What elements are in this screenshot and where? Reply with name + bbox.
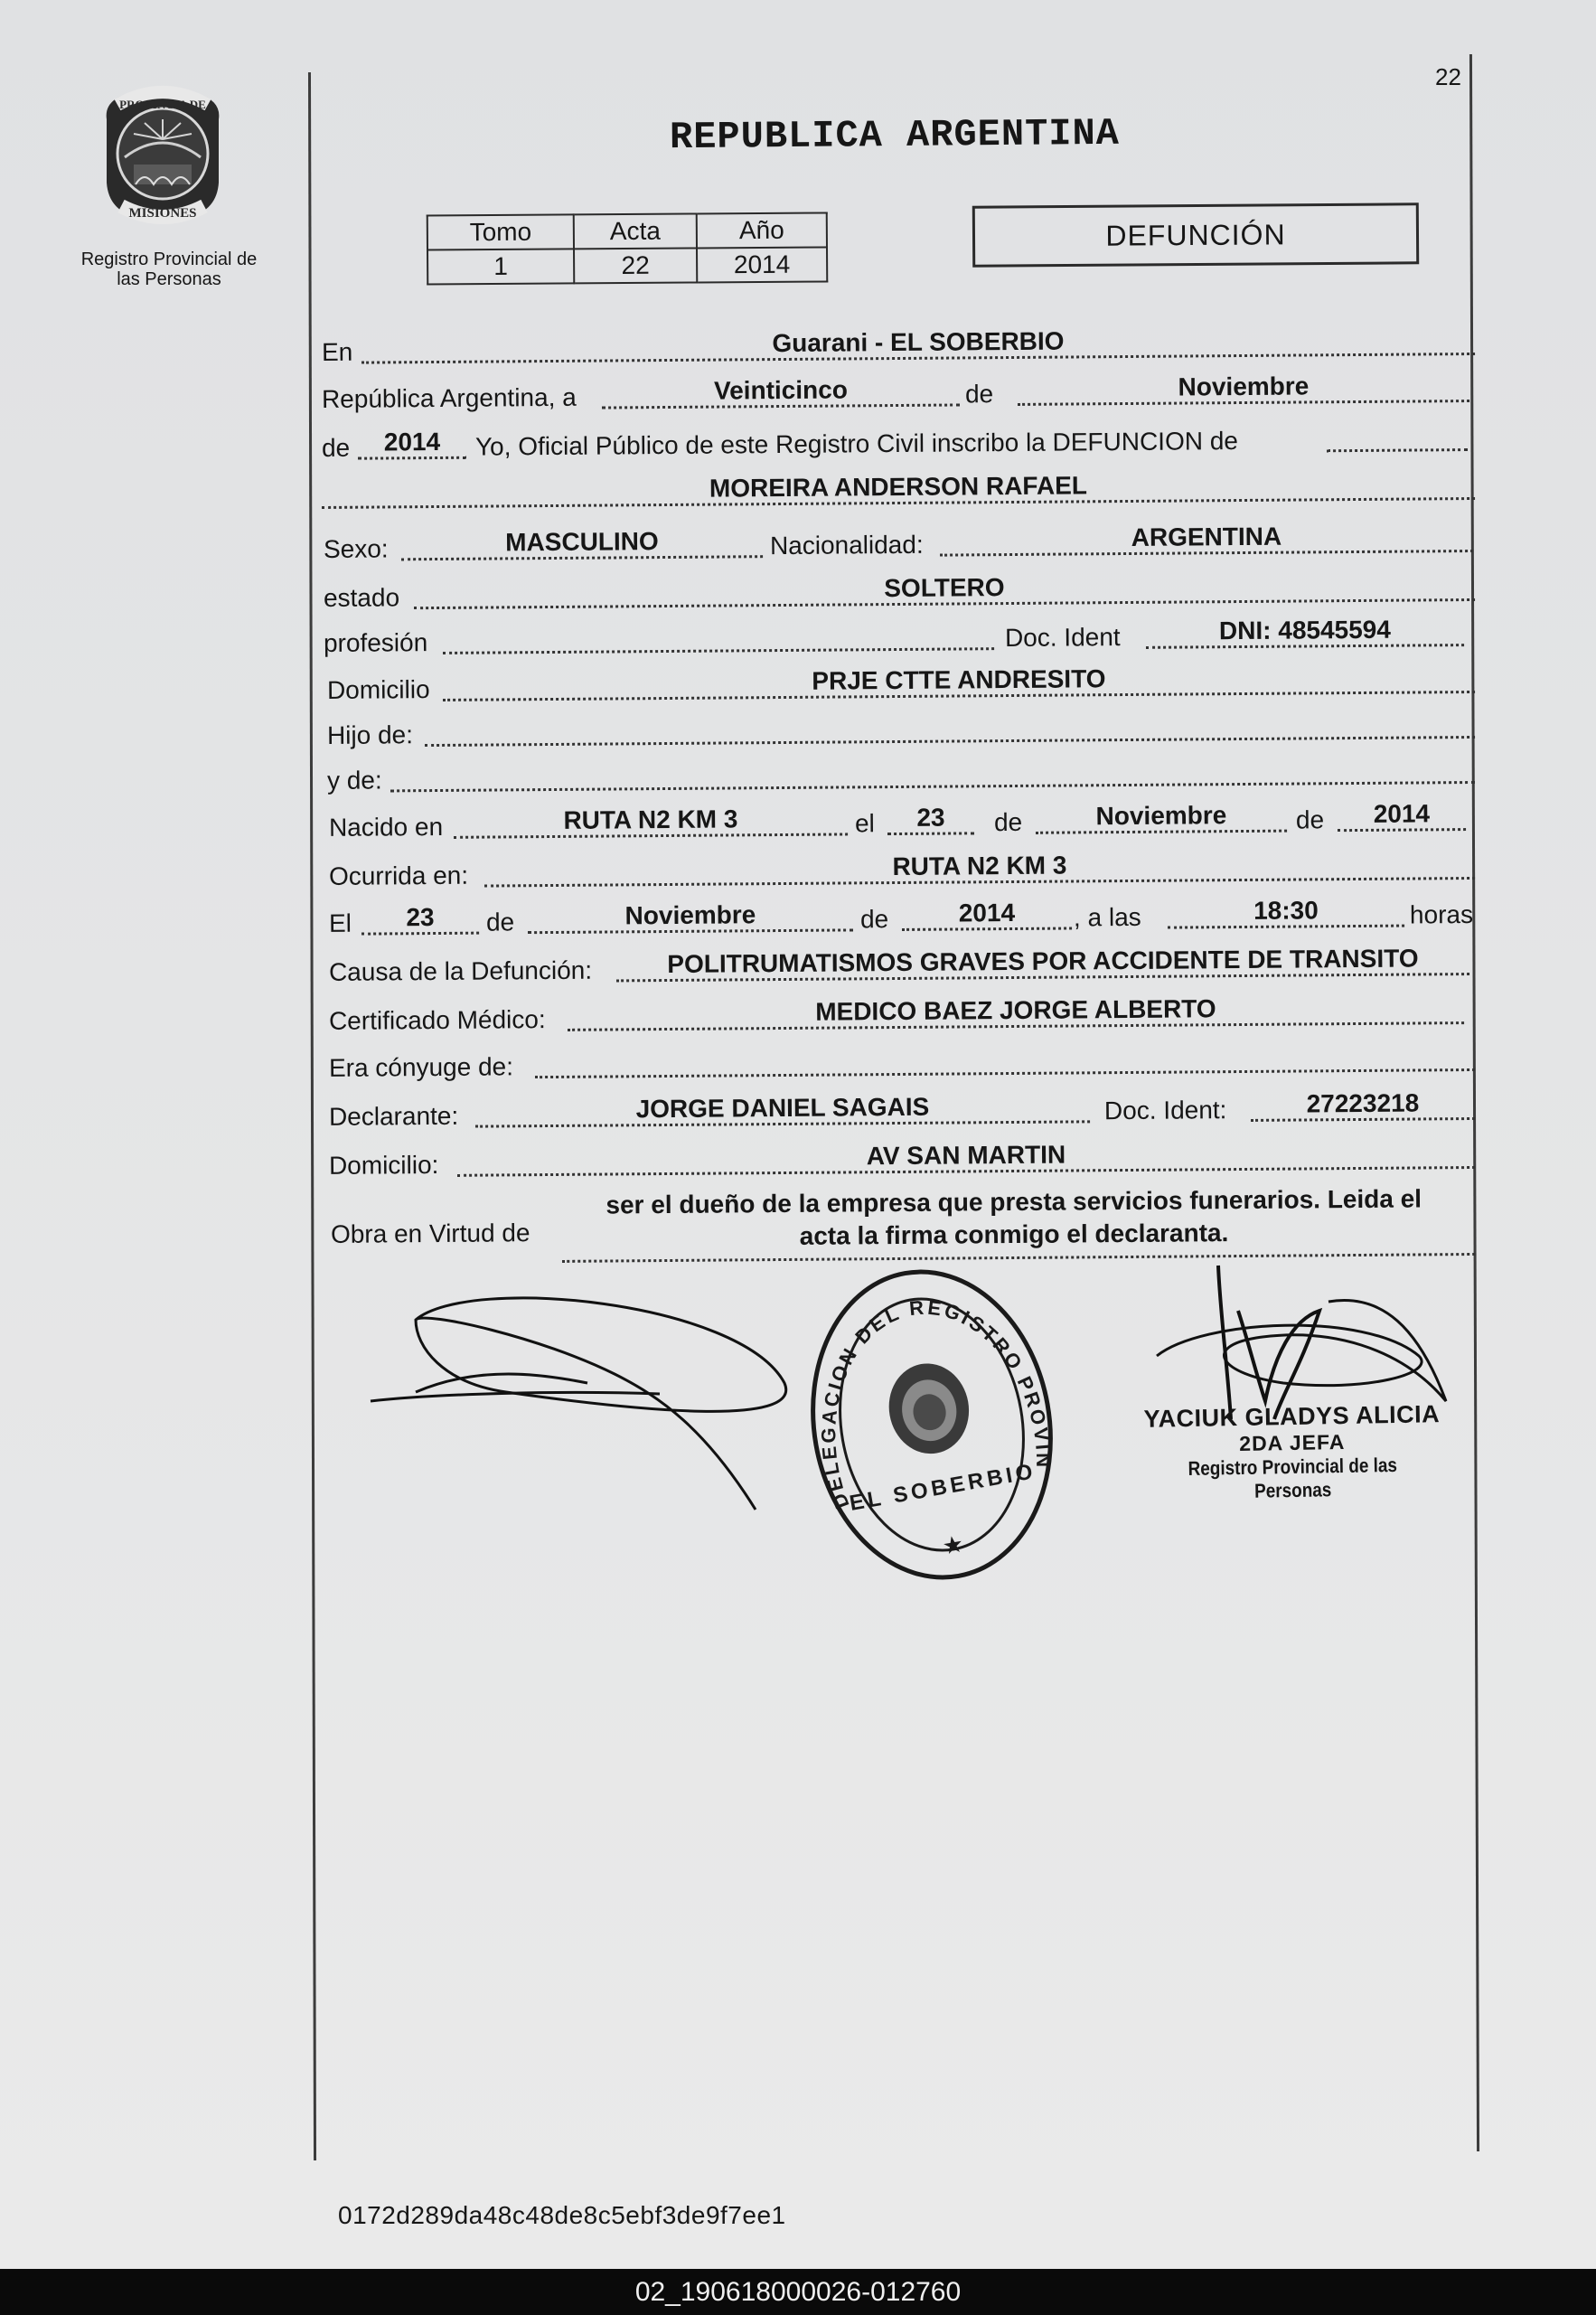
row-domicilio2: [322, 1137, 1479, 1182]
defuncion-mes-field: Noviembre: [528, 899, 853, 934]
svg-text:PROVINCIA DE: PROVINCIA DE: [119, 98, 206, 111]
obra-line-2: acta la firma conmigo el declaranta.: [799, 1219, 1229, 1250]
row-inscribe: [322, 419, 1479, 465]
left-margin-line: [308, 72, 316, 2160]
office-name-line-1: Registro Provincial de: [80, 249, 258, 269]
official-name: YACIUK GLADYS ALICIA: [1143, 1400, 1441, 1433]
republic-label: República Argentina, a: [321, 382, 577, 413]
nacionalidad-label: Nacionalidad:: [769, 530, 924, 560]
nacido-label: Nacido en: [328, 812, 444, 842]
nacionalidad-field: ARGENTINA: [940, 521, 1473, 557]
nacido-lugar-field: RUTA N2 KM 3: [454, 804, 848, 838]
obra-label: Obra en Virtud de: [330, 1219, 530, 1248]
ocurrida-label: Ocurrida en:: [328, 861, 469, 890]
row-date: [322, 371, 1479, 416]
book-record-value-row: [427, 247, 827, 284]
row-profesion: [322, 615, 1479, 660]
declarante-doc-label: Doc. Ident:: [1103, 1096, 1227, 1125]
estado-label: estado: [323, 583, 400, 612]
place-field: Guarani - EL SOBERBIO: [361, 324, 1475, 364]
horas-label: horas: [1409, 899, 1474, 929]
delegation-stamp: [801, 1264, 1063, 1590]
de-label-3: de: [993, 807, 1023, 837]
book-record-table: [427, 212, 829, 285]
registration-day-field: Veinticinco: [602, 374, 960, 409]
document-type-box: DEFUNCIÓN: [972, 202, 1419, 267]
document-hash: 0172d289da48c48de8c5ebf3de9f7ee1: [338, 2201, 786, 2229]
yde-field: [390, 752, 1475, 792]
anio-header: Año: [697, 212, 827, 248]
hijo-label: Hijo de:: [326, 720, 414, 749]
nacido-mes-field: Noviembre: [1036, 801, 1287, 834]
row-place: [322, 324, 1479, 369]
official-office: Registro Provincial de las Personas: [1188, 1453, 1398, 1502]
acta-header: Acta: [574, 213, 697, 249]
yde-label: y de:: [326, 766, 382, 795]
doc-ident-field: DNI: 48545594: [1146, 615, 1464, 649]
svg-text:MISIONES: MISIONES: [128, 206, 197, 221]
causa-label: Causa de la Defunción:: [328, 955, 593, 986]
doc-ident-label: Doc. Ident: [1004, 623, 1121, 653]
document-title: REPUBLICA ARGENTINA: [669, 111, 1121, 160]
certificado-field: MEDICO BAEZ JORGE ALBERTO: [568, 993, 1464, 1031]
causa-field: POLITRUMATISMOS GRAVES POR ACCIDENTE DE TRANSITO: [616, 944, 1469, 982]
province-seal-logo: [90, 83, 235, 228]
domicilio-field: PRJE CTTE ANDRESITO: [443, 662, 1475, 701]
row-name: [322, 468, 1479, 513]
scan-id-footer: 02_190618000026-012760: [0, 2269, 1596, 2315]
el-label-2: El: [328, 908, 352, 937]
official-name-block: [1129, 1400, 1456, 1505]
inscribe-text: Yo, Oficial Público de este Registro Civil inscribo la DEFUNCION de: [474, 427, 1239, 461]
de-label-1: de: [964, 380, 994, 409]
profesion-label: profesión: [323, 628, 428, 657]
de-label-2: de: [321, 433, 351, 462]
svg-text:★: ★: [940, 1529, 966, 1560]
declarante-doc-field: 27223218: [1251, 1088, 1475, 1122]
row-causa: [322, 944, 1479, 989]
svg-text:DELEGACION DEL REGISTRO PROVIN: DELEGACION DEL REGISTRO PROVINCIAL: [817, 1295, 1056, 1512]
defuncion-dia-field: 23: [361, 903, 479, 936]
de-label-4: de: [1295, 805, 1325, 834]
ocurrida-field: RUTA N2 KM 3: [484, 848, 1475, 888]
tomo-value: 1: [427, 249, 574, 284]
en-label: En: [321, 337, 353, 366]
domicilio-label: Domicilio: [326, 675, 430, 704]
declarante-label: Declarante:: [328, 1101, 459, 1131]
tomo-header: Tomo: [427, 214, 574, 249]
registration-month-field: Noviembre: [1018, 371, 1469, 406]
page-number: 22: [1435, 63, 1461, 90]
row-nacido: [322, 799, 1479, 844]
row-estado: [322, 569, 1479, 615]
conyuge-field: [535, 1040, 1475, 1078]
nacido-anio-field: 2014: [1338, 799, 1466, 832]
certificado-label: Certificado Médico:: [328, 1005, 546, 1035]
office-name-line-2: las Personas: [117, 269, 221, 289]
hijo-field: [425, 707, 1475, 747]
row-hijo: [322, 707, 1479, 752]
svg-text:EL SOBERBIO: EL SOBERBIO: [848, 1458, 1038, 1516]
row-yde: [322, 752, 1479, 797]
defuncion-anio-field: 2014: [902, 898, 1072, 930]
deceased-name-field: MOREIRA ANDERSON RAFAEL: [322, 468, 1475, 509]
obra-line-1: ser el dueño de la empresa que presta servicios funerarios. Leida el: [606, 1184, 1422, 1219]
anio-value: 2014: [697, 247, 827, 282]
nacido-dia-field: 23: [887, 803, 974, 835]
domicilio2-field: AV SAN MARTIN: [457, 1137, 1475, 1177]
de-label-6: de: [859, 905, 889, 934]
estado-field: SOLTERO: [414, 569, 1475, 609]
row-ocurrida: [322, 848, 1479, 893]
registry-office-name: [56, 249, 282, 289]
row-domicilio: [322, 662, 1479, 707]
acta-value: 22: [574, 248, 697, 283]
row-declarante: [322, 1088, 1479, 1134]
row-sex-nationality: [322, 521, 1479, 566]
domicilio2-label: Domicilio:: [328, 1150, 439, 1180]
profesion-field: [443, 618, 994, 654]
official-role: 2DA JEFA: [1239, 1429, 1346, 1456]
declarant-signature: [361, 1284, 795, 1523]
row-certificado: [322, 993, 1479, 1038]
defuncion-hora-field: 18:30: [1168, 896, 1404, 929]
declarante-field: JORGE DANIEL SAGAIS: [475, 1091, 1090, 1127]
row-death-date: [322, 895, 1479, 940]
registration-year-field: 2014: [358, 428, 466, 460]
book-record-header-row: [427, 212, 827, 249]
a-las-label: , a las: [1073, 902, 1141, 932]
de-label-5: de: [485, 908, 515, 936]
inscribe-dotted-line: [1327, 448, 1468, 452]
el-label: el: [854, 809, 875, 838]
conyuge-label: Era cónyuge de:: [328, 1052, 514, 1082]
row-conyuge: [322, 1040, 1479, 1085]
sexo-label: Sexo:: [323, 534, 389, 563]
sexo-field: MASCULINO: [401, 526, 763, 560]
